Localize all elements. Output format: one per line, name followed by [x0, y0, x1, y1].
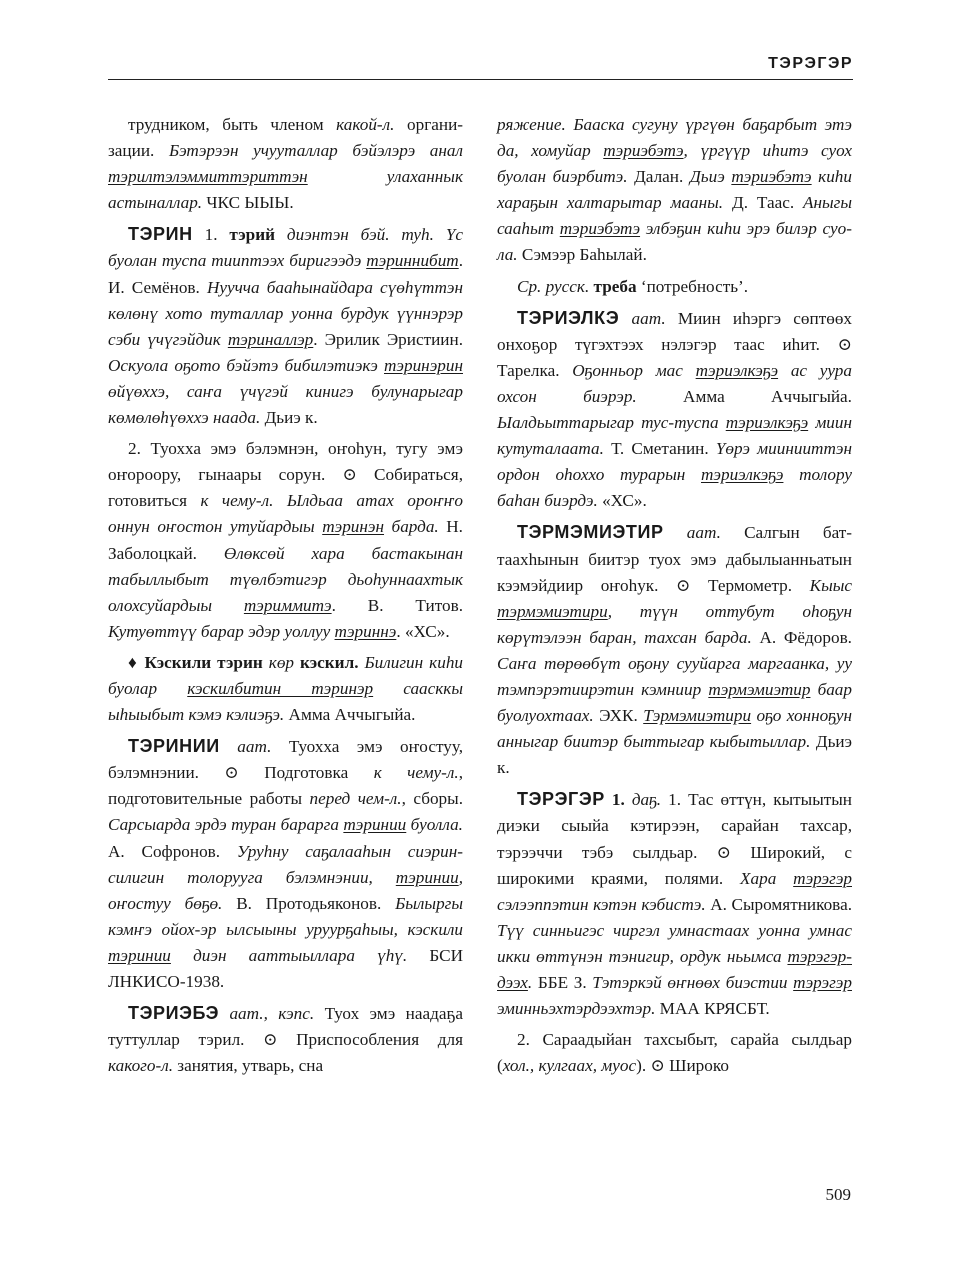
entry-text: Дьиэ — [689, 167, 732, 187]
entry-text: 2. Туохха эмэ бэлэмнэн, оҥоһун, тугу эмэ оҥороору, гынаары сорун. ⊙ Собираться, готовиться — [108, 439, 463, 511]
example-word: тэриэбэтэ — [603, 141, 684, 161]
entry-text: Уруһну саҕалааһын сиэрин-силигин толорууга бэлэмнэнии, — [108, 841, 463, 887]
entry-text: Былыргы кэмҥэ ойох-эр ылсыыны уруурҕаһыы, кэскили — [108, 893, 464, 939]
entry-text: Ср. русск. — [517, 276, 590, 296]
entry-text: . В. Титов. — [331, 595, 463, 615]
entry-text: Дьиэ к. — [497, 732, 852, 778]
entry-text: , подготовительные работы — [108, 763, 463, 809]
dictionary-entry — [108, 1000, 463, 1079]
entry-text: Оҕонньор мас — [572, 360, 696, 380]
entry-text: ББЕ З. — [532, 973, 593, 992]
example-word: тэриэбэтэ — [559, 219, 641, 239]
entry-text: к чему-л. — [373, 763, 459, 783]
entry-text: өйүөххэ, саҥа үчүгэй кинигэ булунарыгар көмөлөһүөххэ наада. — [108, 381, 463, 428]
entry-text: . «ХС». — [396, 621, 450, 641]
entry-text: ас уура охсон биэрэр. — [497, 360, 852, 406]
entry-text: Миин иһэргэ сөптөөх онхоҕор түгэхтээх нэлэгэр таас иһит. ⊙ Тарелка. — [497, 308, 853, 380]
entry-text: Өлөксөй хара бастакынан табыллыбыт түөлбэтигэр дьоһуннаахтык олохсуйардыы — [108, 543, 463, 615]
entry-text: , сборы. — [401, 789, 463, 809]
example-word: тэриннэ — [334, 621, 397, 641]
example-word: тэрэгэр — [793, 973, 852, 992]
example-word: тэрэгэрдээх — [497, 946, 852, 992]
entry-text: Н. Заболоцкай. — [108, 517, 463, 563]
entry-text: барда. — [384, 517, 439, 537]
entry-text: какого-л. — [108, 1056, 173, 1076]
entry-text: В. Протодьяконов. — [222, 893, 396, 913]
entry-text: ). ⊙ Широко — [636, 1056, 729, 1076]
dictionary-entry — [497, 305, 852, 515]
example-word: тэрилтэлэммиттэриттэн — [108, 167, 308, 187]
entry-text: Бэтэрээн учууталлар бэйэлэрэ анал — [168, 141, 463, 161]
entry-text: «ХС». — [597, 491, 647, 511]
entry-text: баар буолуохтаах. — [497, 679, 852, 726]
entry-text: Амма Аччыгыйа. — [284, 705, 416, 725]
entry-text: Д. Таас. — [723, 193, 803, 213]
entry-text: улаханнык астыналлар. — [108, 167, 463, 213]
entry-text: аат. — [619, 308, 666, 328]
entry-text: саасккы ыһыыбыт кэмэ кэлиэҕэ. — [108, 678, 463, 725]
entry-text: Сэмээр Баһылай. — [517, 245, 647, 265]
running-head: ТЭРЭГЭР — [768, 55, 853, 72]
entry-text: миин кутуталаата. — [497, 413, 853, 459]
entry-text: көр — [262, 652, 301, 672]
entry-text: Туохха эмэ оҥостуу, бэлэмнэнии. ⊙ Подготовка — [108, 737, 463, 783]
entry-text: 2. Сараадыйан тахсыбыт, сарайа сылдьар ( — [497, 1030, 852, 1076]
entry-text: Туох эмэ наадаҕа туттуллар тэрил. ⊙ Приспособления для — [108, 1004, 463, 1050]
right-column — [497, 112, 852, 1084]
header-rule — [108, 79, 853, 80]
entry-text: диэнтэн бэй. туһ. — [275, 225, 446, 245]
dictionary-entry — [108, 112, 463, 216]
entry-text: , түүн оттубут оһоҕун көрүтэлээн баран, тахсан барда. — [497, 601, 852, 647]
entry-text: занятия, утварь, сна — [173, 1056, 324, 1076]
entry-text: 1. — [604, 790, 625, 810]
example-word: тэринэрин — [384, 355, 463, 375]
example-word: тэрмэмиэтир — [708, 679, 811, 699]
entry-text: аат. — [219, 737, 272, 757]
entry-text: БСИ ЛНКИСО-1938. — [108, 945, 463, 991]
example-word: тэринэн — [322, 517, 385, 537]
entry-text — [273, 491, 286, 510]
entry-text: даҕ. — [624, 790, 662, 810]
entry-text: ЧКС ЫЫЫ. — [202, 193, 294, 213]
entry-text: Салгын баттаахһынын биитэр туох эмэ дабылыанньатын кээмэйдиир оҥоһук. ⊙ Термометр. — [497, 523, 853, 595]
entry-text: ♦ Кэскили тэрин — [128, 652, 263, 672]
example-word: тэриэбэтэ — [731, 167, 812, 187]
entry-text: перед чем-л. — [309, 789, 402, 809]
entry-text: А. Софронов. — [108, 841, 237, 861]
entry-text: хол., кулгаах, муос — [502, 1056, 637, 1076]
entry-text: Түү синньигэс чиргэл умнастаах уонна умнас икки өттүнэн тэнигир, ордук ньымса — [497, 920, 852, 966]
entry-text: аат. — [663, 523, 721, 543]
example-word: тэрэгэр — [793, 868, 852, 888]
example-word: Тэрмэмиэтири — [643, 706, 752, 726]
entry-text: . — [527, 973, 533, 992]
entry-text: Тэтэркэй өҥнөөх биэстии — [592, 973, 794, 992]
dictionary-entry — [497, 519, 852, 781]
entry-text: к чему-л. — [200, 491, 274, 511]
entry-text: Сарсыарда эрдэ туран барарга — [108, 815, 344, 835]
entry-text: сэлээппэтин кэтэн кэбистэ. — [497, 894, 706, 914]
entry-text: тэрий — [229, 225, 276, 245]
left-column — [108, 112, 463, 1084]
example-word: тэрмэмиэтири — [497, 601, 608, 621]
entry-text: А. Фёдоров. — [751, 627, 852, 647]
entry-text: Аныгы сааһыт — [497, 193, 853, 239]
entry-text: Далан. — [627, 167, 690, 187]
entry-text: какой-л. — [336, 115, 395, 134]
entry-text: Саҥа төрөөбүт оҕону сууйарга маргаанка, уу тэмпэрэтиирэтин кэмниир — [497, 653, 852, 699]
headword: ТЭРМЭМИЭТИР — [517, 522, 664, 543]
entry-text: кэскил. — [300, 652, 359, 672]
dictionary-entry — [108, 221, 463, 431]
dictionary-entry — [497, 1027, 852, 1079]
example-word: тэринии — [395, 867, 459, 887]
example-word: тэриммитэ — [243, 595, 332, 615]
example-word: тэриэлкэҕэ — [695, 360, 779, 380]
dictionary-entry — [108, 733, 463, 995]
entry-text: Кутуөттүү барар эдэр уоллуу — [108, 621, 335, 641]
entry-text: ЭХК. — [593, 706, 644, 726]
entry-text: Дьиэ к. — [260, 408, 318, 428]
entry-text: Үөрэ миинииттэн ордон оһоххо турарын — [497, 439, 852, 485]
entry-text: 1. — [192, 225, 230, 245]
entry-text: оҕо хонноҕун анныгар биитэр быттыгар кыбытыллар. — [497, 706, 852, 752]
entry-text: , үргүүр иһитэ суох буолан биэрбитэ. — [497, 141, 852, 187]
entry-text: буолла. — [406, 815, 463, 835]
entry-text: диэн ааттыыллара үһү. — [170, 945, 408, 965]
example-word: кэскилбитин тэринэр — [187, 678, 374, 698]
dictionary-entry — [497, 274, 852, 300]
entry-text: Нуучча бааһынайдара сүөһүттэн көлөнү хото туталлар уонна бурдук үүннэрэр сэби үчүгэйдик — [108, 277, 463, 349]
headword: ТЭРЭГЭР — [517, 789, 605, 810]
entry-text: Үс буолан туспа тииптээх биригээдэ — [108, 225, 463, 271]
entry-text: киһи хараҕын халтарытар мааны. — [497, 167, 852, 213]
entry-text: треба — [593, 276, 637, 296]
example-word: тэриэлкэҕэ — [725, 413, 809, 433]
example-word: тэринии — [108, 945, 171, 965]
page-number: 509 — [825, 1185, 851, 1204]
entry-text: Хара — [740, 868, 794, 888]
entry-text: 1. Тас өттүн, кытыытын диэки сыыйа кэтирээн, сарайан тахсар, тэрээччи тэбэ сылдьар. ⊙ Широкий, с широкими краями, полями. — [497, 790, 853, 888]
entry-text: толору баһан биэрдэ. — [497, 465, 852, 511]
headword: ТЭРИЭЛКЭ — [517, 307, 620, 328]
example-word: тэриннибит — [366, 251, 459, 271]
entry-text: организации. — [108, 115, 463, 161]
entry-text: Т. Сметанин. — [603, 439, 716, 459]
entry-text: Ылдьаа атах ороҥҥо оннун оҥостон утуйардыы — [108, 491, 463, 537]
entry-text: . Эрилик Эристиин. — [313, 329, 464, 349]
entry-text: Оскуола оҕото бэйэтэ бибилэтиэкэ — [108, 355, 384, 375]
entry-text: трудником, быть членом — [128, 115, 337, 134]
entry-text: ‘потребность’. — [636, 276, 749, 296]
entry-text: Кыыс — [809, 575, 852, 595]
example-word: тэриэлкэҕэ — [701, 465, 784, 485]
dictionary-entry — [108, 650, 463, 728]
entry-text: Билигин киһи буолар — [108, 652, 464, 698]
example-word: тэриналлэр — [227, 329, 314, 349]
entry-text: элбэҕин киһи эрэ билэр суола. — [497, 219, 852, 265]
entry-text: МАА КРЯСБТ. — [655, 999, 770, 1019]
dictionary-entry — [108, 436, 463, 645]
headword: ТЭРИЭБЭ — [128, 1003, 220, 1024]
headword: ТЭРИН — [128, 224, 193, 245]
entry-text: Амма Аччыгыйа. — [636, 386, 852, 406]
entry-text: , оҥостуу бөҕө. — [108, 867, 463, 913]
entry-text: А. Сыромятникова. — [705, 894, 852, 914]
entry-text: Ыалдьыттарыгар тус-туспа — [497, 413, 726, 433]
dictionary-entry — [497, 786, 852, 1022]
entry-text: ряжение. Бааска сугуну үргүөн баҕарбыт этэ да, хомуйар — [497, 115, 852, 161]
entry-text: аат., кэпс. — [219, 1004, 315, 1024]
example-word: тэринии — [343, 815, 407, 835]
headword: ТЭРИНИИ — [128, 736, 220, 757]
entry-text: . И. Семёнов. — [108, 251, 463, 297]
dictionary-entry — [497, 112, 852, 269]
entry-text: эминньэхтэрдээхтэр. — [497, 999, 656, 1019]
